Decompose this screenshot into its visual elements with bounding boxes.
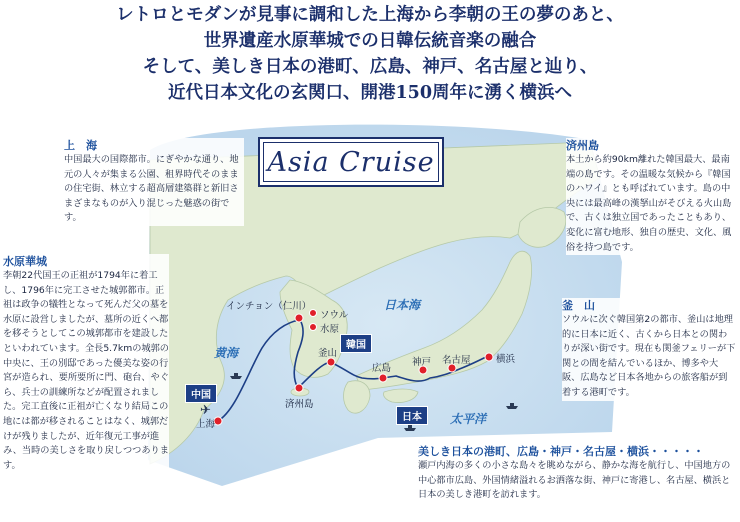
- sea-label-japan-sea: 日本海: [384, 298, 421, 312]
- panel-body: 李朝22代国王の正祖が1794年に着工し、1796年に完工させた城郭都市。正祖は政争の犠牲となって死んだ父の墓を水原に設営しましたが、墓所の近くへ都を移そうとしてこの城郭都市を建設したといわれています。全長5.7kmの城郭の中央に、王の別邸であった優美な姿の行宮が造られ、要所要所に門、砲台、やぐら、兵士の訓練所などが配置されました。完工直後に正祖が亡くなり結局この地には都が移されることはなく、城郭だけが残りましたが、近年復元工事が進み、当時の美しさを取り戻しつつあります。: [3, 270, 169, 471]
- headline-line: そして、美しき日本の港町、広島、神戸、名古屋と辿り、: [142, 57, 598, 77]
- panel-title: 済州島: [566, 139, 599, 152]
- panel-title: 美しき日本の港町、広島・神戸・名古屋・横浜・・・・・: [418, 445, 704, 458]
- headline-line: レトロとモダンが見事に調和した上海から李朝の王の夢のあと、: [116, 5, 624, 25]
- place-label-incheon: インチョン（仁川）: [226, 301, 312, 312]
- panel-jeju: [566, 138, 738, 255]
- headline-line: 近代日本文化の玄関口、開港150周年に湧く横浜へ: [167, 83, 573, 103]
- country-badge-korea: 韓国: [340, 334, 372, 353]
- place-label-shanghai: 上海: [196, 419, 216, 430]
- place-label-kobe: 神戸: [412, 357, 432, 368]
- headline-line: 世界遺産水原華城での日韓伝統音楽の融合: [203, 31, 537, 51]
- panel-body: ソウルに次ぐ韓国第2の都市、釜山は地理的に日本に近く、古くから日本との関わりが深い街です。現在も関釜フェリーが下関との間を結んでいるほか、博多や大阪、広島など日本各地からの旅客船が到着する港町です。: [562, 314, 736, 398]
- place-label-nagoya: 名古屋: [442, 355, 471, 366]
- panel-japan-ports: [418, 444, 736, 503]
- panel-title: 釜 山: [562, 299, 595, 312]
- sea-label-yellow-sea: 黄海: [214, 346, 239, 360]
- place-label-yokohama: 横浜: [496, 354, 516, 365]
- place-label-jeju: 済州島: [285, 399, 314, 410]
- airplane-icon: ✈: [200, 403, 211, 418]
- place-label-busan: 釜山: [318, 348, 338, 359]
- place-label-hiroshima: 広島: [372, 363, 392, 374]
- panel-body: 本土から約90km離れた韓国最大、最南端の島です。その温暖な気候から『韓国のハワイ』とも呼ばれています。島の中央には最高峰の漢拏山がそびえる火山島で、古くは独立国であったこともあり、変化に富む地形、独自の歴史、文化、風俗を持つ島です。: [566, 154, 732, 253]
- country-badge-china: 中国: [185, 384, 217, 403]
- panel-suwon: [3, 254, 169, 473]
- asia-cruise-logo: Asia Cruise: [258, 137, 444, 187]
- headline: [0, 2, 740, 106]
- panel-title: 上 海: [64, 139, 97, 152]
- panel-title: 水原華城: [3, 255, 47, 268]
- port-marker-incheon: [295, 314, 303, 322]
- country-badge-japan: 日本: [396, 406, 428, 425]
- port-marker-suwon: [310, 324, 317, 331]
- place-label-suwon: 水原: [320, 324, 340, 335]
- port-marker-hiroshima: [379, 374, 387, 382]
- place-label-seoul: ソウル: [320, 310, 349, 321]
- port-marker-jeju: [295, 384, 303, 392]
- sea-label-pacific: 太平洋: [450, 412, 487, 426]
- panel-busan: [562, 298, 736, 401]
- port-marker-shanghai: [214, 417, 222, 425]
- port-marker-yokohama: [485, 353, 493, 361]
- panel-shanghai: [64, 138, 244, 226]
- panel-body: 瀬戸内海の多くの小さな島々を眺めながら、静かな海を航行し、中国地方の中心都市広島、外国情緒溢れるお洒落な街、神戸に寄港し、名古屋、横浜と日本の美しき港町を訪れます。: [418, 460, 731, 501]
- port-marker-busan: [327, 358, 335, 366]
- panel-body: 中国最大の国際都市。にぎやかな通り、地元の人々が集まる公園、租界時代そのままの住宅街、林立する超高層建築群と新旧さまざまなものが入り混じった魅惑の街です。: [64, 154, 239, 224]
